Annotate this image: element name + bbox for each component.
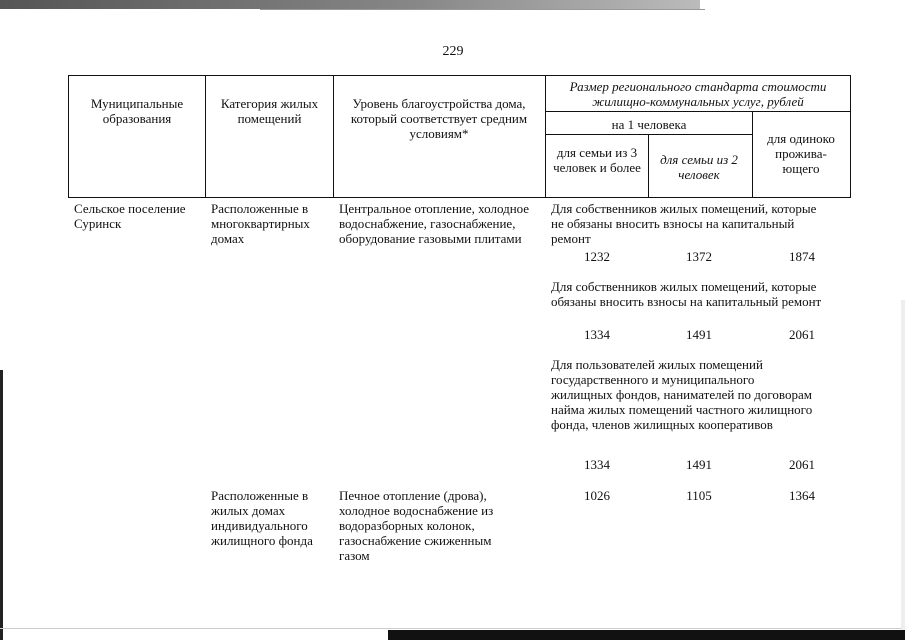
header-family-2: для семьи из 2 человек — [660, 152, 738, 182]
value-group3-family3: 1334 — [584, 457, 610, 472]
page-number: 229 — [442, 44, 464, 59]
cell-level-row2: Печное отопление (дрова), холодное водоснабжение из водоразборных колонок, газоснабжение сжиженным газом — [339, 488, 494, 563]
cell-category-row2: Расположенные в жилых домах индивидуального жилищного фонда — [211, 488, 313, 548]
header-municipality: Муниципальные образования — [90, 96, 184, 126]
value-group3-family2: 1491 — [686, 457, 712, 472]
cell-category-row1: Расположенные в многоквартирных домах — [211, 201, 310, 246]
header-per-person: на 1 человека — [611, 117, 687, 132]
scan-edge-bottom-line — [0, 628, 905, 629]
value-row2-family3: 1026 — [584, 488, 610, 503]
scan-edge-bottom — [388, 630, 905, 640]
group-label-2: Для собственников жилых помещений, которые обязаны вносить взносы на капитальный ремонт — [551, 279, 822, 309]
header-category: Категория жилых помещений — [220, 96, 319, 126]
scan-edge-top-line — [260, 9, 705, 10]
header-level: Уровень благоустройства дома, который соответствует средним условиям* — [350, 96, 528, 141]
value-group2-family2: 1491 — [686, 327, 712, 342]
group-label-1: Для собственников жилых помещений, которые не обязаны вносить взносы на капитальный ремонт — [551, 201, 817, 246]
scan-edge-right — [901, 300, 905, 630]
header-family-3: для семьи из 3 человек и более — [553, 145, 641, 175]
group-label-3: Для пользователей жилых помещений государственного и муниципального жилищных фондов, нанимателей по договорам найма жилых помещений частного жилищного фонда, членов жилищных кооперативов — [551, 357, 813, 432]
scan-edge-top — [0, 0, 700, 9]
cell-level-row1: Центральное отопление, холодное водоснабжение, газоснабжение, оборудование газовыми плитами — [339, 201, 530, 246]
value-group1-single: 1874 — [789, 249, 815, 264]
cell-municipality: Сельское поселение Суринск — [74, 201, 186, 231]
value-group3-single: 2061 — [789, 457, 815, 472]
value-row2-single: 1364 — [789, 488, 815, 503]
header-single: для одиноко прожива-ющего — [767, 131, 835, 176]
value-group2-single: 2061 — [789, 327, 815, 342]
scan-edge-left — [0, 370, 3, 640]
value-row2-family2: 1105 — [686, 488, 712, 503]
value-group1-family2: 1372 — [686, 249, 712, 264]
header-standard-size: Размер регионального стандарта стоимости жилищно-коммунальных услуг, рублей — [569, 79, 827, 109]
value-group1-family3: 1232 — [584, 249, 610, 264]
value-group2-family3: 1334 — [584, 327, 610, 342]
